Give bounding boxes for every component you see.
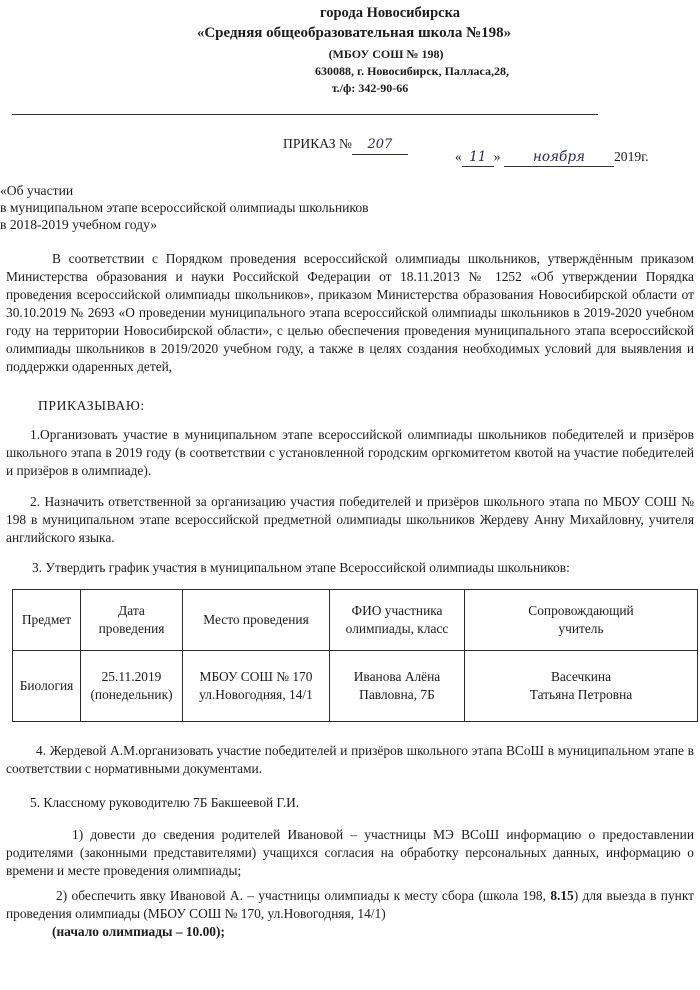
cell-text: Иванова Алёна bbox=[353, 669, 441, 684]
cell-subject bbox=[13, 651, 81, 722]
subject-line: «Об участии bbox=[0, 183, 74, 198]
order-item-2: 2. Назначить ответственной за организацию участия победителей и призёров школьного этапа по МБОУ СОШ № 198 в муниципальном этапе всероссийской предметной олимпиады школьников Жердеву Анну Михайловну, учителя английского языка. bbox=[6, 494, 694, 545]
item-5-2-time: 8.15 bbox=[550, 888, 574, 903]
header-cell-place bbox=[183, 590, 330, 651]
order-item-1: 1.Организовать участие в муниципальном этапе всероссийской олимпиады школьников победителей и призёров школьного этапа в 2019 году (в соответствии с установленной городским оргкомитетом квотой на участие победителей и призёров в олимпиаде). bbox=[6, 427, 694, 478]
subject-line: в муниципальном этапе всероссийской олимпиады школьников bbox=[0, 200, 369, 215]
header-cell-subject bbox=[13, 590, 81, 651]
item-5-2-text-b: ) для выезда в пункт проведения олимпиады (МБОУ СОШ № 170, ул.Новогодняя, 14/1) bbox=[6, 888, 694, 921]
subject-line: в 2018-2019 учебном году» bbox=[0, 217, 158, 232]
schedule-table bbox=[12, 589, 698, 722]
header-school-abbr: (МБОУ СОШ № 198) bbox=[328, 47, 444, 61]
cell-place bbox=[183, 651, 330, 722]
order-number: 207 bbox=[352, 136, 408, 155]
cell-text: 25.11.2019 bbox=[101, 669, 162, 684]
order-title bbox=[283, 135, 408, 155]
intro-paragraph: В соответствии с Порядком проведения всероссийской олимпиады школьников, утверждённым приказом Министерства образования и науки Российской Федерации от 18.11.2013 № 1252 «Об утверждении Порядка проведения всероссийской олимпиады школьников», приказом Министерства образования Новосибирской области от 30.10.2019 № 2693 «О проведении муниципального этапа всероссийской олимпиады школьников в 2019-2020 учебном году на территории Новосибирской области», с целью обеспечения проведения муниципального этапа всероссийской олимпиады школьников в 2019/2020 учебном году, а также в целях создания необходимых условий для выявления и поддержки одаренных детей, bbox=[6, 251, 694, 374]
cell-text: Татьяна Петровна bbox=[529, 687, 633, 702]
header-cell-fio bbox=[330, 590, 465, 651]
order-word: ПРИКАЗЫВАЮ: bbox=[38, 398, 145, 413]
order-item-3: 3. Утвердить график участия в муниципальном этапе Всероссийской олимпиады школьников: bbox=[32, 560, 570, 575]
cell-text: ул.Новогодняя, 14/1 bbox=[199, 687, 313, 702]
olympiad-start-time: (начало олимпиады – 10.00); bbox=[52, 924, 225, 939]
order-item-5-2 bbox=[6, 887, 694, 923]
header-cell-teacher bbox=[465, 590, 698, 651]
date-month: ноября bbox=[504, 148, 614, 167]
header-address: 630088, г. Новосибирск, Палласа,28, bbox=[315, 64, 509, 78]
cell-text: Биология bbox=[19, 678, 74, 693]
table-row bbox=[13, 651, 698, 722]
cell-fio bbox=[330, 651, 465, 722]
cell-text: олимпиады, класс bbox=[345, 621, 449, 636]
date-close-quote: » bbox=[493, 149, 501, 164]
order-subject bbox=[0, 182, 369, 233]
header-divider bbox=[12, 114, 598, 115]
cell-text: Дата bbox=[118, 603, 145, 618]
order-date bbox=[455, 148, 649, 167]
header-phone: т./ф: 342-90-66 bbox=[331, 81, 409, 95]
date-day: 11 bbox=[462, 148, 494, 167]
item-5-2-text-a: 2) обеспечить явку Ивановой А. – участницы олимпиады к месту сбора (школа 198, bbox=[56, 888, 551, 903]
order-item-4: 4. Жердевой А.М.организовать участие победителей и призёров школьного этапа ВСоШ в муниципальном этапе в соответствии с нормативными документами. bbox=[6, 743, 694, 776]
cell-text: Сопровождающий bbox=[528, 603, 634, 618]
order-label: ПРИКАЗ № bbox=[283, 136, 352, 151]
cell-text: ФИО участника bbox=[351, 603, 443, 618]
cell-text: Место проведения bbox=[203, 612, 309, 627]
order-item-5: 5. Классному руководителю 7Б Бакшеевой Г.И. bbox=[30, 795, 300, 810]
table-header-row bbox=[13, 590, 698, 651]
date-year: 2019г. bbox=[614, 149, 649, 164]
cell-date bbox=[81, 651, 183, 722]
cell-text: учитель bbox=[558, 621, 604, 636]
order-item-5-1: 1) довести до сведения родителей Ивановой – участницы МЭ ВСоШ информацию о предоставлении родителями (законными представителями) учащихся согласия на обработку персональных данных, информацию о времени и месте проведения олимпиады; bbox=[6, 827, 694, 878]
cell-text: Васечкина bbox=[550, 669, 612, 684]
header-school-name: «Средняя общеобразовательная школа №198» bbox=[196, 25, 512, 41]
cell-text: МБОУ СОШ № 170 bbox=[199, 669, 313, 684]
header-city: города Новосибирска bbox=[319, 5, 460, 21]
date-open-quote: « bbox=[455, 149, 462, 164]
cell-text: проведения bbox=[98, 621, 165, 636]
cell-text: (понедельник) bbox=[90, 687, 173, 702]
cell-text: Предмет bbox=[21, 612, 72, 627]
cell-teacher bbox=[465, 651, 698, 722]
header-cell-date bbox=[81, 590, 183, 651]
cell-text: Павловна, 7Б bbox=[359, 687, 435, 702]
